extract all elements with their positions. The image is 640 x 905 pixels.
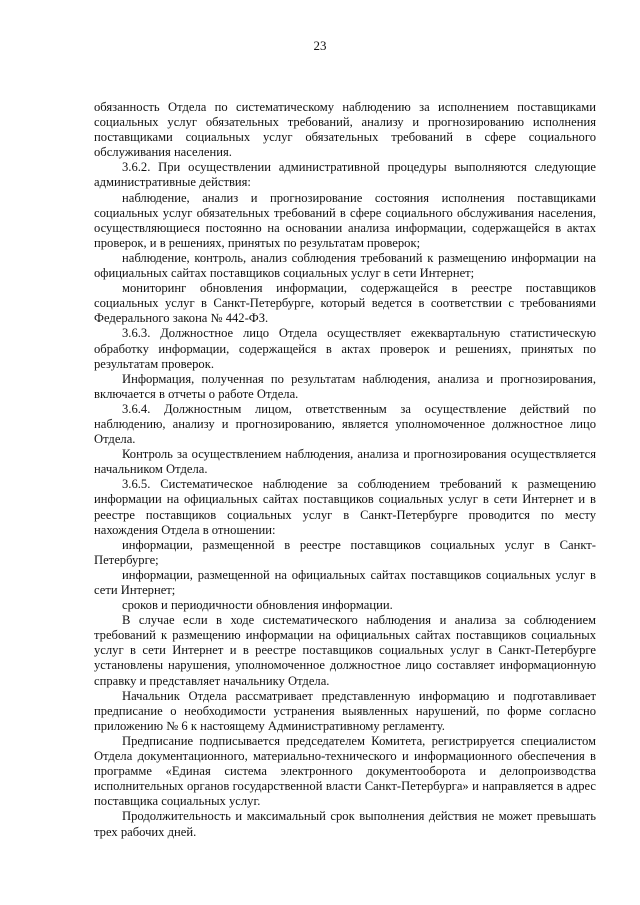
paragraph-duration: Продолжительность и максимальный срок выполнения действия не может превышать трех рабочих дней. bbox=[94, 809, 596, 839]
paragraph-prescription: Предписание подписывается председателем Комитета, регистрируется специалистом Отдела документационного, материально-технического и информационного обеспечения в программе «Единая система электронного документооборота и делопроизводства исполнительных органов государственной власти Санкт-Петербурга» и направляется в адрес поставщика социальных услуг. bbox=[94, 733, 596, 809]
paragraph-3-6-3: 3.6.3. Должностное лицо Отдела осуществляет ежеквартальную статистическую обработку информации, содержащейся в актах проверок и решениях, принятых по результатам проверок. bbox=[94, 326, 596, 371]
paragraph-monitoring-analysis: наблюдение, анализ и прогнозирование состояния исполнения поставщиками социальных услуг обязательных требований в сфере социального обслуживания населения, осуществляющиеся постоянно на основании анализа информации, содержащейся в актах проверок, и в решениях, принятых по результатам проверок; bbox=[94, 190, 596, 250]
paragraph-3-6-4: 3.6.4. Должностным лицом, ответственным за осуществление действий по наблюдению, анализу и прогнозированию, является уполномоченное должностное лицо Отдела. bbox=[94, 401, 596, 447]
page-number: 23 bbox=[313, 38, 327, 53]
paragraph-violations: В случае если в ходе систематического наблюдения и анализа за соблюдением требований к размещению информации на официальных сайтах поставщиков социальных услуг в сети Интернет и в реестре поставщиков социальных услуг в Санкт-Петербурге установлены нарушения, уполномоченное должностное лицо составляет информационную справку и представляет начальнику Отдела. bbox=[94, 613, 596, 688]
paragraph-reports: Информация, полученная по результатам наблюдения, анализа и прогнозирования, включается в отчеты о работе Отдела. bbox=[94, 371, 596, 401]
list-item-website-info: информации, размещенной на официальных сайтах поставщиков социальных услуг в сети Интернет; bbox=[94, 567, 596, 597]
list-item-registry-info: информации, размещенной в реестре поставщиков социальных услуг в Санкт-Петербурге; bbox=[94, 537, 596, 567]
list-item-update-terms: сроков и периодичности обновления информации. bbox=[122, 598, 393, 613]
document-body bbox=[94, 100, 596, 840]
paragraph-3-6-5: 3.6.5. Систематическое наблюдение за соблюдением требований к размещению информации на официальных сайтах поставщиков социальных услуг в сети Интернет и в реестре поставщиков социальных услуг в Санкт-Петербурге проводится по месту нахождения Отдела в отношении: bbox=[94, 477, 596, 537]
paragraph-website-control: наблюдение, контроль, анализ соблюдения требований к размещению информации на официальных сайтах поставщиков социальных услуг в сети Интернет; bbox=[94, 250, 596, 281]
paragraph-continuation: обязанность Отдела по систематическому наблюдению за исполнением поставщиками социальных услуг обязательных требований, анализу и прогнозированию исполнения поставщиками социальных услуг обязательных требований в сфере социального обслуживания населения. bbox=[94, 100, 596, 160]
paragraph-control: Контроль за осуществлением наблюдения, анализа и прогнозирования осуществляется начальником Отдела. bbox=[94, 447, 596, 477]
paragraph-head-review: Начальник Отдела рассматривает представленную информацию и подготавливает предписание о необходимости устранения выявленных нарушений, по форме согласно приложению № 6 к настоящему Административному регламенту. bbox=[94, 688, 596, 733]
paragraph-3-6-2: 3.6.2. При осуществлении административной процедуры выполняются следующие административные действия: bbox=[94, 160, 596, 190]
paragraph-registry-monitoring: мониторинг обновления информации, содержащейся в реестре поставщиков социальных услуг в Санкт-Петербурге, который ведется в соответствии с требованиями Федерального закона № 442-ФЗ. bbox=[94, 281, 596, 326]
